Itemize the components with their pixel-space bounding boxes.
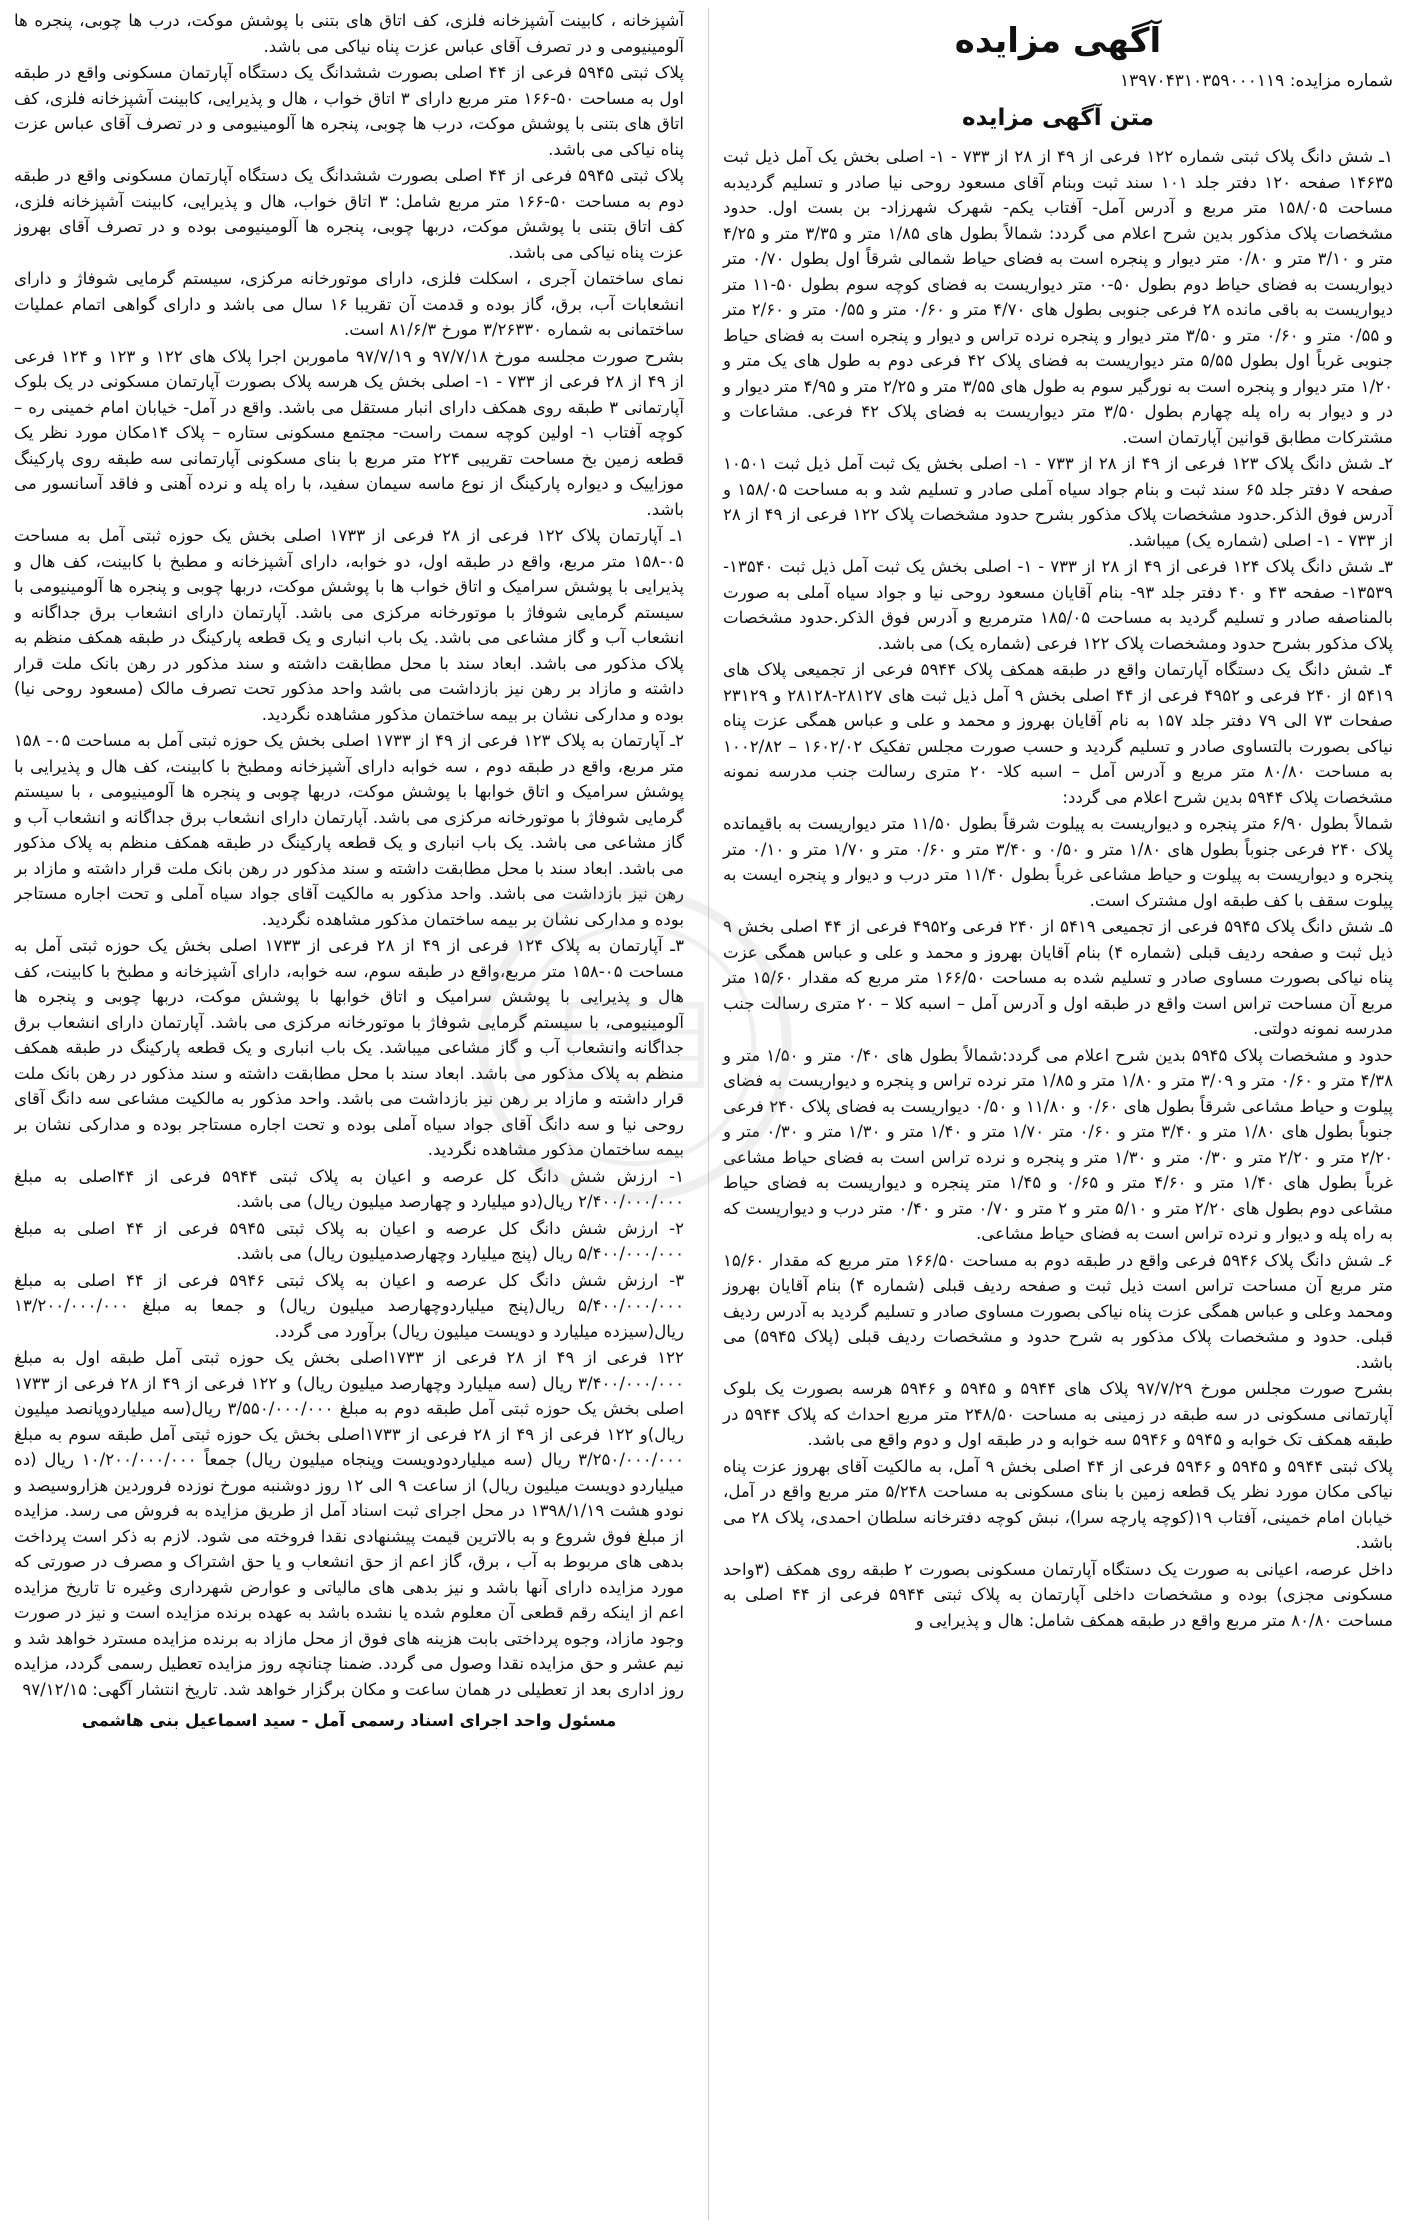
paragraph: ۱۲۲ فرعی از ۴۹ از ۲۸ فرعی از ۱۷۳۳اصلی بخش یک حوزه ثبتی آمل طبقه اول به مبلغ ۳/۴۰۰/۰۰۰/۰۰۰ ریال (سه میلیارد وچهارصد میلیون ریال) و ۱۲۲ فرعی از ۴۹ از ۲۸ فرعی از ۱۷۳۳ اصلی بخش یک حوزه ثبتی آمل طبقه دوم به مبلغ ۳/۵۵۰/۰۰۰/۰۰۰ ریال(سه میلیاردوپانصد میلیون ریال)و ۱۲۲ فرعی از ۴۹ از ۲۸ فرعی از ۱۷۳۳اصلی بخش یک حوزه ثبتی آمل طبقه سوم به مبلغ ۳/۲۵۰/۰۰۰/۰۰۰ ریال (سه میلیاردودویست وپنجاه میلیون ریال) جمعاً ۱۰/۲۰۰/۰۰۰/۰۰۰ ریال (ده میلیاردو دویست میلیون ریال) از ساعت ۹ الی ۱۲ روز دوشنبه مورخ نوزده فروردین هزاروسیصد و نودو هشت ۱۳۹۸/۱/۱۹ در محل اجرای ثبت اسناد آمل از طریق مزایده به فروش می رسد. مزایده از مبلغ فوق شروع و به بالاترین قیمت پیشنهادی نقدا فروخته می شود. لازم به ذکر است پرداخت بدهی های مربوط به آب ، برق، گاز اعم از حق انشعاب و یا حق اشتراک و مصرف در صورتی که مورد مزایده دارای آنها باشد و نیز بدهی های مالیاتی و عوارض شهرداری وغیره تا تاریخ مزایده اعم از اینکه رقم قطعی آن معلوم شده یا نشده باشد به عهده برنده مزایده است و نیز در صورت وجود مازاد، وجوه پرداختی بابت هزینه های فوق از محل مازاد به برنده مزایده مسترد خواهد شد و نیم عشر و حق مزایده نقدا وصول می گردد. ضمنا چنانچه روز مزایده تعطیل رسمی گردد، مزایده روز اداری بعد از تعطیلی در همان ساعت و مکان برگزار خواهد شد. تاریخ انتشار آگهی: ۹۷/۱۲/۱۵: [14, 1348, 684, 1699]
paragraph: پلاک ثبتی ۵۹۴۴ و ۵۹۴۵ و ۵۹۴۶ فرعی از ۴۴ اصلی بخش ۹ آمل، به مالکیت آقای بهروز عزت پناه نیاکی مکان مورد نظر یک قطعه زمین با بنای مسکونی به مساحت ۵/۲۴۸ متر مربع واقع در آمل، خیابان امام خمینی، آفتاب ۱۹(کوچه پارچه سرا)، نبش کوچه دفترخانه سلطان احمدی، پلاک ۲۸ می باشد.: [723, 1456, 1393, 1552]
left-column: [14, 8, 684, 2220]
paragraph: حدود و مشخصات پلاک ۵۹۴۵ بدین شرح اعلام می گردد:شمالاً بطول های ۰/۴۰ متر و ۱/۵۰ متر و ۴/۳۸ متر و ۰/۶۰ متر و ۳/۰۹ متر و ۱/۸۰ متر و ۱/۸۵ متر نرده تراس و پنجره و دیواریست به فضای پیلوت و حیاط مشاعی شرقاً بطول های ۰/۶۰ و ۱۱/۸۰ و ۰/۵۰ دیواریست به فضای پلاک ۲۴۰ فرعی جنوباً بطول های ۱/۸۰ متر و ۳/۴۰ متر و ۰/۶۰ متر ۱/۷۰ متر و ۱/۴۰ متر و ۱/۳۰ متر و ۰/۳۰ متر و ۲/۲۰ متر و ۲/۲۰ متر و ۰/۳۰ متر و ۱/۳۰ متر و پنجره و نرده تراس است به فضای حیاط مشاعی غرباً بطول های ۱/۴۰ متر و ۴/۶۰ متر و ۰/۶۵ و ۱/۴۵ متر پنجره و دیواریست به فضای حیاط مشاعی دوم بطول های ۲/۲۰ متر و ۵/۱۰ متر و ۲ متر و ۰/۷۰ متر و ۰/۴۰ متر درب و دیواریست که به راه پله و دیوار و نرده تراس است به فضای حیاط مشاعی.: [723, 1045, 1393, 1243]
paragraph: بشرح صورت مجلس مورخ ۹۷/۷/۲۹ پلاک های ۵۹۴۴ و ۵۹۴۵ و ۵۹۴۶ هرسه بصورت یک بلوک آپارتمانی مسکونی در سه طبقه در زمینی به مساحت ۲۴۸/۵۰ متر مربع احداث که پلاک ۵۹۴۴ در طبقه همکف تک خوابه و ۵۹۴۵ و ۵۹۴۶ سه خوابه و در طبقه اول و دوم واقع می باشد.: [723, 1379, 1393, 1449]
paragraph: ۲ـ شش دانگ پلاک ۱۲۳ فرعی از ۴۹ از ۲۸ از ۷۳۳ - ۱- اصلی بخش یک ثبت آمل ذیل ثبت ۱۰۵۰۱ صفحه ۷ دفتر جلد ۶۵ سند ثبت و بنام جواد سیاه آملی صادر و تسلیم شد و به مساحت ۱۵۸/۰۵ و آدرس فوق الذکر.حدود مشخصات پلاک مذکور بشرح حدود مشخصات پلاک ۱۲۲ فرعی از ۴۹ از ۲۸ از ۷۳۳ - ۱- اصلی (شماره یک) میباشد.: [723, 454, 1393, 550]
notice-title: آگهی مزایده: [954, 21, 1162, 61]
paragraph: ۳ـ آپارتمان به پلاک ۱۲۴ فرعی از ۴۹ از ۲۸ فرعی از ۱۷۳۳ اصلی بخش یک حوزه ثبتی آمل به مساحت ۰۵-۱۵۸ متر مربع،واقع در طبقه سوم، سه خوابه، دارای آشپزخانه و مطبخ با کابینت، کف هال و پذیرایی با پوشش سرامیک و اتاق خوابها با پوشش موکت، دربها چوبی و پنجره ها آلومینیومی، با سیستم گرمایی شوفاژ با موتورخانه مرکزی می باشد. آپارتمان دارای انشعاب برق جداگانه وانشعاب آب و گاز مشاعی میباشد. یک باب انباری و یک قطعه پارکینگ در طبقه همکف منظم به پلاک مذکور می باشد. ابعاد سند با محل مطابقت داشته و سند مذکور در رهن بانک ملت قرار داشته و مازاد بر رهن نیز بازداشت می باشد. واحد مذکور به مالکیت مشاعی سه دانگ آقای روحی نیا و سه دانگ آقای جواد سیاه آملی بوده و تحت اجاره مستاجر بوده و مدارکی نشان بر بیمه ساختمان مذکور مشاهده نگردید.: [14, 936, 684, 1159]
paragraph: آشپزخانه ، کابینت آشپزخانه فلزی، کف اتاق های بتنی با پوشش موکت، درب ها چوبی، پنجره ها آلومینیومی و در تصرف آقای عباس عزت پناه نیاکی می باشد.: [14, 11, 684, 56]
paragraph: ۱ـ شش دانگ پلاک ثبتی شماره ۱۲۲ فرعی از ۴۹ از ۲۸ از ۷۳۳ - ۱- اصلی بخش یک آمل ذیل ثبت ۱۴۶۳۵ صفحه ۱۲۰ دفتر جلد ۱۰۱ سند ثبت وبنام آقای مسعود روحی نیا صادر و تسلیم گردیدبه مساحت ۱۵۸/۰۵ متر مربع و آدرس آمل- آفتاب یکم- شهرک شهرزاد- بن بست اول. حدود مشخصات پلاک مذکور بدین شرح اعلام می گردد: شمالاً بطول های ۱/۸۵ متر و ۳/۳۵ متر و ۴/۲۵ متر و ۳/۱۰ متر و ۰/۸۰ متر دیوار و پنجره است به فضای حیاط شمالی شرقاً اول بطول ۰/۷۰ متر دیواریست به فضای حیاط دوم بطول ۵۰-۰ متر دیواریست به فضای کوچه سوم بطول ۵۰-۱۱ متر دیواریست به باقی مانده ۲۸ فرعی جنوبی بطول های ۴/۷۰ متر و ۰/۶۰ متر و ۰/۵۵ متر و ۲/۶۰ متر و ۰/۵۵ متر و ۰/۶۰ متر و ۳/۵۰ متر دیوار و پنجره نرده تراس و دیوار و پنجره است به فضای حیاط جنوبی غرباً اول بطول ۵/۵۵ متر دیواریست به فضای پلاک ۴۲ فرعی دوم به طول های یک متر و ۱/۲۰ متر دیوار و پنجره است به نورگیر سوم به طول های ۳/۵۵ متر و ۲/۲۵ متر و ۴/۹۵ متر دیوار و در و دیوار به راه پله چهارم بطول ۳/۵۰ متر دیواریست به فضای پلاک ۴۲ فرعی. مشاعات و مشترکات مطابق قوانین آپارتمان است.: [723, 147, 1393, 447]
paragraph: پلاک ثبتی ۵۹۴۵ فرعی از ۴۴ اصلی بصورت ششدانگ یک دستگاه آپارتمان مسکونی واقع در طبقه اول به مساحت ۵۰-۱۶۶ متر مربع دارای ۳ اتاق خواب ، هال و پذیرایی، کابینت آشپزخانه فلزی، کف اتاق های بتنی با پوشش موکت، درب ها چوبی، پنجره ها آلومینیومی و در تصرف آقای عباس عزت پناه نیاکی می باشد.: [14, 63, 684, 159]
paragraph: شمالاً بطول ۶/۹۰ متر پنجره و دیواریست به پیلوت شرقاً بطول ۱۱/۵۰ متر دیواریست به باقیمانده پلاک ۲۴۰ فرعی جنوباً بطول های ۱/۸۰ متر و ۰/۵۰ و ۳/۴۰ متر و ۰/۶۰ متر و ۱/۷۰ متر و ۰/۱۰ متر پنجره و دیواریست به پیلوت و حیاط مشاعی غرباً بطول ۱۱/۴۰ متر درب و دیوار و پنجره ایست به پیلوت سقف با کف طبقه اول مشترک است.: [723, 814, 1393, 910]
paragraph: ۲ـ آپارتمان به پلاک ۱۲۳ فرعی از ۴۹ از ۱۷۳۳ اصلی بخش یک حوزه ثبتی آمل به مساحت ۰۵- ۱۵۸ متر مربع، واقع در طبقه دوم ، سه خوابه دارای آشپزخانه ومطبخ با کابینت، کف هال و پذیرایی با پوشش سرامیک و اتاق خوابها با پوشش موکت، دربها چوبی و پنجره ها آلومینیومی ، با سیستم گرمایی شوفاژ با موتورخانه مرکزی می باشد. آپارتمان دارای انشعاب برق جداگانه و انشعاب آب و گاز مشاعی می باشد. یک باب انباری و یک قطعه پارکینگ در طبقه همکف منظم به پلاک مذکور می باشد. ابعاد سند با محل مطابقت داشته و سند مذکور در رهن بانک ملت قرار داشته و مازاد بر رهن نیز بازداشت می باشد. واحد مذکور به مالکیت آقای جواد سیاه آملی و تحت اجاره مستاجر بوده و مدارکی نشان بر بیمه ساختمان مذکور مشاهده نگردید.: [14, 731, 684, 929]
right-column: [708, 8, 1393, 2220]
signature-line: مسئول واحد اجرای اسناد رسمی آمل - سید اسماعیل بنی هاشمی: [81, 1711, 617, 1730]
paragraph: ۶ـ شش دانگ پلاک ۵۹۴۶ فرعی واقع در طبقه دوم به مساحت ۱۶۶/۵۰ متر مربع که مقدار ۱۵/۶۰ متر مربع آن مساحت تراس است ذیل ثبت و صفحه ردیف قبلی (شماره ۴) بنام آقایان بهروز ومحمد وعلی و عباس همگی عزت پناه نیاکی بصورت مساوی صادر و تسلیم گردید به آدرس ردیف قبلی. حدود و مشخصات پلاک مذکور به شرح حدود و مشخصات ردیف قبلی (پلاک ۵۹۴۵) می باشد.: [723, 1250, 1393, 1372]
paragraph: ۳ـ شش دانگ پلاک ۱۲۴ فرعی از ۴۹ از ۲۸ از ۷۳۳ - ۱- اصلی بخش یک ثبت آمل ذیل ثبت ۱۳۵۴۰- ۱۳۵۳۹- صفحه ۴۳ و ۴۰ دفتر جلد ۹۳- بنام آقایان مسعود روحی نیا و جواد سیاه آملی به صورت بالمناصفه صادر و تسلیم گردید به مساحت ۱۸۵/۰۵ مترمربع و آدرس فوق الذکر.حدود مشخصات پلاک مذکور بشرح حدود ومشخصات پلاک ۱۲۲ فرعی (شماره یک) می باشد.: [723, 557, 1393, 653]
right-column-body: [723, 144, 1393, 1633]
paragraph: داخل عرصه، اعیانی به صورت یک دستگاه آپارتمان مسکونی بصورت ۲ طبقه روی همکف (۳واحد مسکونی مجزی) بوده و مشخصات داخلی آپارتمان به پلاک ثبتی ۵۹۴۴ فرعی از ۴۴ اصلی به مساحت ۸۰/۸۰ متر مربع واقع در طبقه همکف شامل: هال و پذیرایی و: [723, 1559, 1393, 1630]
paragraph: ۱ـ آپارتمان پلاک ۱۲۲ فرعی از ۲۸ فرعی از ۱۷۳۳ اصلی بخش یک حوزه ثبتی آمل به مساحت ۰۵-۱۵۸ متر مربع، واقع در طبقه اول، دو خوابه، دارای آشپزخانه و مطبخ با کابینت، کف هال و پذیرایی با پوشش سرامیک و اتاق خواب ها با پوشش موکت، دربها چوبی و پنجره ها آلومینیومی با سیستم گرمایی شوفاژ با موتورخانه مرکزی می باشد. آپارتمان دارای انشعاب برق جداگانه و انشعاب آب و گاز مشاعی می باشد. یک باب انباری و یک قطعه پارکینگ در طبقه همکف منظم به پلاک مذکور می باشد. ابعاد سند با محل مطابقت داشته و سند مذکور در رهن بانک ملت قرار داشته و مازاد بر رهن نیز بازداشت می باشد واحد مذکور تحت تصرف مالک (مسعود روحی نیا) بوده و مدارکی نشان بر بیمه ساختمان مذکور مشاهده نگردید.: [14, 526, 684, 724]
paragraph: ۵ـ شش دانگ پلاک ۵۹۴۵ فرعی از تجمیعی ۵۴۱۹ از ۲۴۰ فرعی و۴۹۵۲ فرعی از ۴۴ اصلی بخش ۹ ذیل ثبت و صفحه ردیف قبلی (شماره ۴) بنام آقایان بهروز و محمد و علی و عباس همگی عزت پناه نیاکی بصورت مساوی صادر و تسلیم شده به مساحت ۱۶۶/۵۰ متر مربع که مقدار ۱۵/۶۰ متر مربع آن مساحت تراس است واقع در طبقه اول و آدرس آمل – اسبه کلا – ۲۰ متری رسالت جنب مدرسه نمونه دولتی.: [723, 917, 1393, 1038]
auction-number: شماره مزایده: ۱۳۹۷۰۴۳۱۰۳۵۹۰۰۰۱۱۹: [1119, 71, 1393, 91]
paragraph: پلاک ثبتی ۵۹۴۵ فرعی از ۴۴ اصلی بصورت ششدانگ یک دستگاه آپارتمان مسکونی واقع در طبقه دوم به مساحت ۵۰-۱۶۶ متر مربع شامل: ۳ اتاق خواب، هال و پذیرایی، کابینت آشپزخانه فلزی، کف اتاق بتنی با پوشش موکت، دربها چوبی، پنجره ها آلومینیومی بوده و در تصرف آقای بهروز عزت پناه نیاکی می باشد.: [14, 166, 684, 262]
notice-subtitle: متن آگهی مزایده: [962, 105, 1154, 131]
paragraph: ۳- ارزش شش دانگ کل عرصه و اعیان به پلاک ثبتی ۵۹۴۶ فرعی از ۴۴ اصلی به مبلغ ۵/۴۰۰/۰۰۰/۰۰۰ ریال(پنج میلیاردوچهارصد میلیون ریال) و جمعا به مبلغ ۱۳/۲۰۰/۰۰۰/۰۰۰ ریال(سیزده میلیارد و دویست میلیون ریال) برآورد می گردد.: [14, 1270, 684, 1341]
left-column-body: [14, 8, 684, 1702]
paragraph: ۴ـ شش دانگ یک دستگاه آپارتمان واقع در طبقه همکف پلاک ۵۹۴۴ فرعی از تجمیعی پلاک های ۵۴۱۹ از ۲۴۰ فرعی و ۴۹۵۲ فرعی از ۴۴ اصلی بخش ۹ آمل ذیل ثبت های ۲۸۱۲۷-۲۸۱۲۸ و ۲۳۱۲۹ صفحات ۷۳ الی ۷۹ دفتر جلد ۱۵۷ به نام آقایان بهروز و محمد و علی و عباس همگی عزت پناه نیاکی بصورت بالتساوی صادر و تسلیم گردید و حسب صورت مجلس تفکیک ۱۶۰۲/۰۲ – ۱۰۰۲/۸۲ به مساحت ۸۰/۸۰ متر مربع و آدرس آمل – اسبه کلا- ۲۰ متری رسالت جنب مدرسه نمونه مشخصات پلاک ۵۹۴۴ بدین شرح اعلام می گردد:: [723, 660, 1393, 807]
paragraph: نمای ساختمان آجری ، اسکلت فلزی، دارای موتورخانه مرکزی، سیستم گرمایی شوفاژ و دارای انشعابات آب، برق، گاز بوده و قدمت آن تقریبا ۱۶ سال می باشد و دارای گواهی اتمام عملیات ساختمانی به شماره ۳/۲۶۳۳۰ مورخ ۸۱/۶/۳ است.: [14, 269, 684, 339]
paragraph: ۲- ارزش شش دانگ کل عرصه و اعیان به پلاک ثبتی ۵۹۴۵ فرعی از ۴۴ اصلی به مبلغ ۵/۴۰۰/۰۰۰/۰۰۰ ریال (پنج میلیارد وچهارصدمیلیون ریال) می باشد.: [14, 1218, 684, 1263]
paragraph: بشرح صورت مجلسه مورخ ۹۷/۷/۱۸ و ۹۷/۷/۱۹ ماموربن اجرا پلاک های ۱۲۲ و ۱۲۳ و ۱۲۴ فرعی از ۴۹ از ۲۸ فرعی از ۷۳۳ - ۱- اصلی بخش یک هرسه پلاک بصورت آپارتمان مسکونی در یک بلوک آپارتمانی ۳ طبقه روی همکف دارای انبار مستقل می باشد. واقع در آمل- خیابان امام خمینی ره – کوچه آفتاب ۱- اولین کوچه سمت راست- مجتمع مسکونی ستاره – پلاک ۱۴مکان مورد نظر یک قطعه زمین بخ مساحت تقریبی ۲۲۴ متر مربع با بنای مسکونی آپارتمانی سه طبقه روی پارکینگ موزاییک و دیواره پارکینگ از نوع ماسه سیمان سفید، با راه پله و نرده آهنی و فاقد آسانسور می باشد.: [14, 346, 684, 519]
paragraph: ۱- ارزش شش دانگ کل عرصه و اعیان به پلاک ثبتی ۵۹۴۴ فرعی از ۴۴اصلی به مبلغ ۲/۴۰۰/۰۰۰/۰۰۰ ریال(دو میلیارد و چهارصد میلیون ریال) می باشد.: [14, 1166, 684, 1211]
